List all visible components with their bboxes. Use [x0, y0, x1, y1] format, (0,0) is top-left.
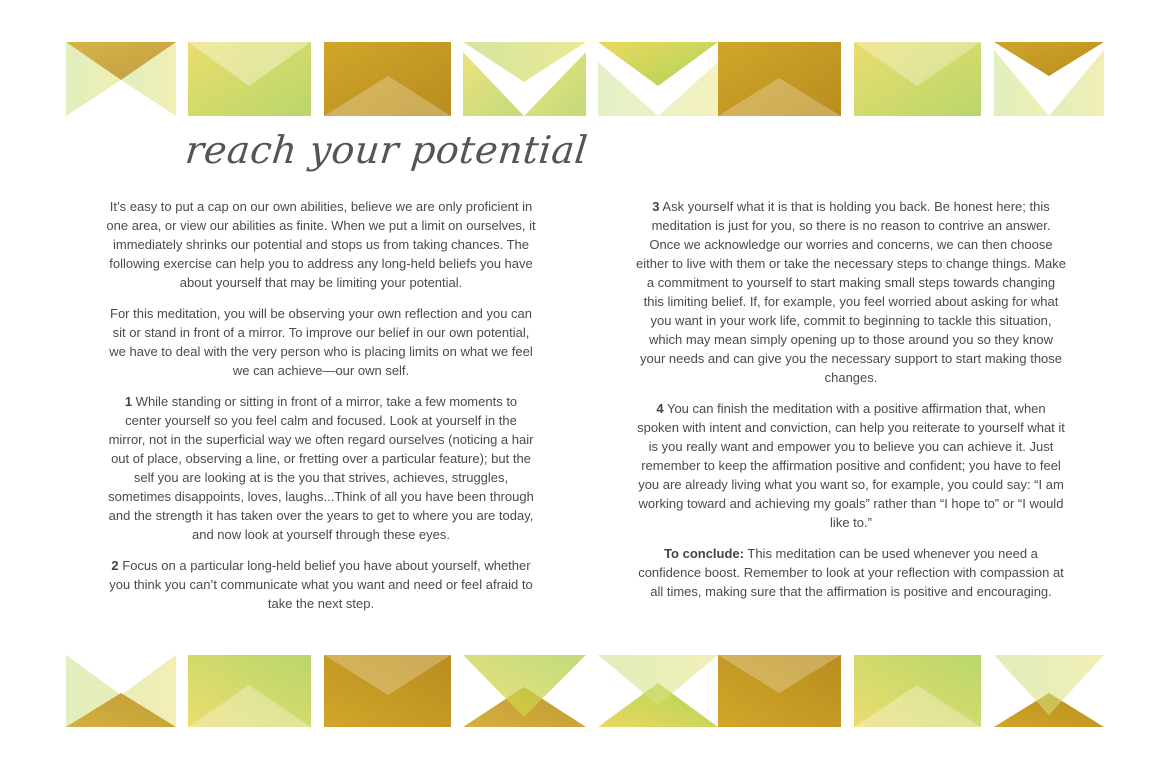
step-4-number: 4 — [656, 401, 664, 416]
conclusion-paragraph — [636, 544, 1066, 601]
step-3-number: 3 — [652, 199, 660, 214]
conclusion-text: This meditation can be used whenever you need a confidence boost. Remember to look at your reflection with compassion at all times, making sure that the affirmation is positive and encouraging. — [638, 546, 1064, 599]
step-4-paragraph — [636, 399, 1066, 532]
step-1-paragraph — [106, 392, 536, 544]
bottom-watercolor-border — [66, 655, 1104, 727]
step-2-paragraph — [106, 556, 536, 613]
top-border-graphic — [66, 42, 1104, 116]
step-1-text: While standing or sitting in front of a mirror, take a few moments to center yourself so you feel calm and focused. Look at yourself in the mirror, not in the superficial way we often regard ourselves (noticing a hair out of place, observing a line, or fretting over a particular feature); but the self you are looking at is the you that strives, achieves, struggles, sometimes disappoints, loves, laughs...Think of all you have been through and the strength it has taken over the years to get to where you are today, and now look at yourself through these eyes. — [108, 394, 534, 542]
step-2-number: 2 — [111, 558, 119, 573]
conclusion-label: To conclude: — [664, 546, 744, 561]
right-column — [636, 197, 1066, 613]
step-4-text: You can finish the meditation with a positive affirmation that, when spoken with intent and conviction, can help you reiterate to yourself what it is you really want and empower you to believe you can achieve it. Just remember to keep the affirmation positive and confident; you have to feel you are already living what you want so, for example, you could say: “I am working toward and achieving my goals” rather than “I hope to” or “I would like to.” — [637, 401, 1065, 530]
top-watercolor-border — [66, 42, 1104, 116]
step-3-paragraph — [636, 197, 1066, 387]
setup-paragraph: For this meditation, you will be observing your own reflection and you can sit or stand in front of a mirror. To improve our belief in our own potential, we have to deal with the very person who is placing limits on what we feel we can achieve—our own self. — [109, 306, 533, 378]
left-column — [106, 197, 536, 625]
step-1-number: 1 — [124, 394, 133, 409]
page-title: reach your potential — [183, 128, 590, 172]
bottom-border-graphic — [66, 655, 1104, 727]
intro-paragraph: It’s easy to put a cap on our own abilities, believe we are only proficient in one area, or view our abilities as finite. When we put a limit on ourselves, it immediately shrinks our potential and stops us from taking chances. The following exercise can help you to address any long-held beliefs you have about yourself that may be limiting your potential. — [106, 199, 536, 290]
step-3-text: Ask yourself what it is that is holding you back. Be honest here; this meditation is just for you, so there is no reason to contrive an answer. Once we acknowledge our worries and concerns, we can then choose either to live with them or take the necessary steps to change things. Make a commitment to yourself to start making small steps towards changing this limiting belief. If, for example, you feel worried about asking for what you want in your work life, commit to beginning to tackle this situation, which may mean simply opening up to those around you so they know your needs and can give you the necessary support to start making those changes. — [636, 199, 1066, 385]
step-2-text: Focus on a particular long-held belief you have about yourself, whether you think you can’t communicate what you want and need or feel afraid to take the next step. — [109, 558, 533, 611]
